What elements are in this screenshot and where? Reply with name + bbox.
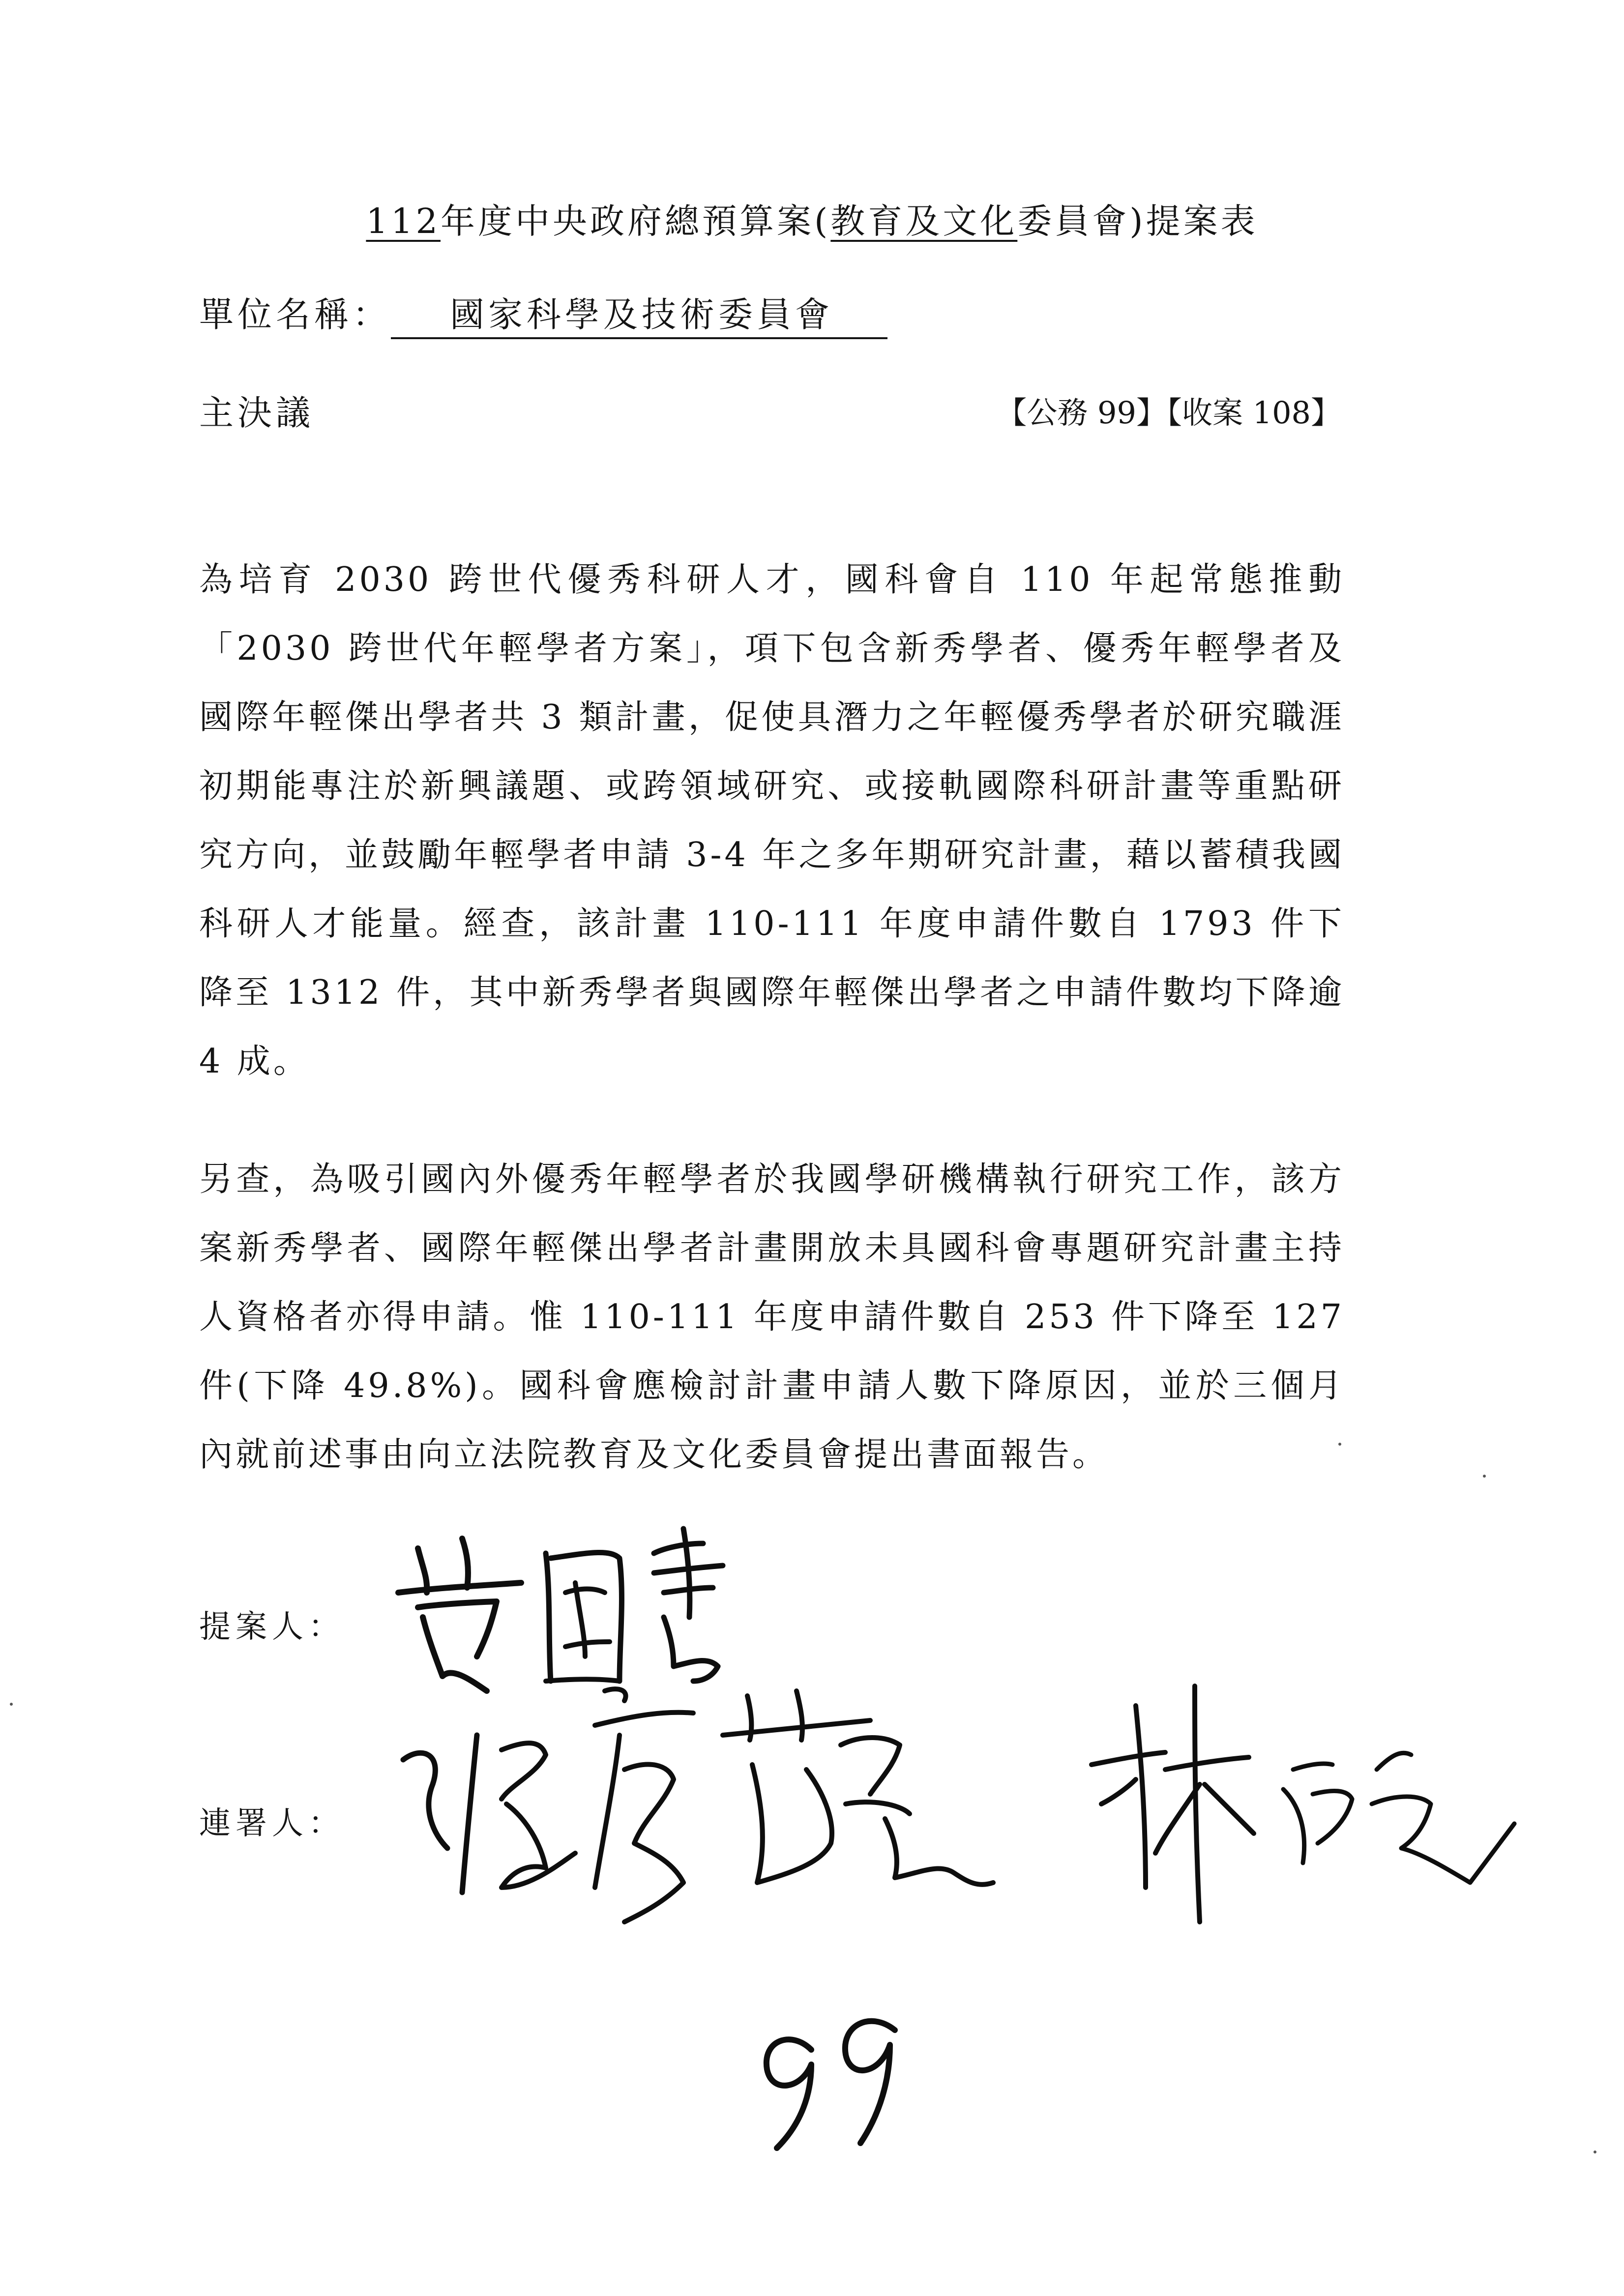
body-paragraph-1: 為培育 2030 跨世代優秀科研人才，國科會自 110 年起常態推動「2030 跨世代年輕學者方案」，項下包含新秀學者、優秀年輕學者及國際年輕傑出學者共 3 類計畫，促使具潛力之年輕優秀學者於研究職涯初期能專注於新興議題、或跨領域研究、或接軌國際科研計畫等重點研究方向，並鼓勵年輕學者申請 3-4 年之多年期研究計畫，藉以蓄積我國科研人才能量。經查，該計畫 110-111 年度申請件數自 1793 件下降至 1312 件，其中新秀學者與國際年輕傑出學者之申請件數均下降逾 4 成。 (199, 560, 1345, 1081)
proposer-label: 提案人： (199, 1609, 345, 1645)
document-title (0, 197, 1624, 246)
unit-label: 單位名稱： (199, 294, 391, 335)
scan-speck (1483, 1475, 1486, 1478)
cosigner-signatures-image (388, 1657, 1514, 1942)
body-paragraph-2: 另查，為吸引國內外優秀年輕學者於我國學研機構執行研究工作，該方案新秀學者、國際年輕傑出學者計畫開放未具國科會專題研究計畫主持人資格者亦得申請。惟 110-111 年度申請件數自 253 件下降至 127 件(下降 49.8%)。國科會應檢討計畫申請人數下降原因，並於三個月內就前述事由向立法院教育及文化委員會提出書面報告。 (199, 1160, 1345, 1474)
unit-row (199, 290, 887, 339)
resolution-label: 主決議 (199, 393, 314, 433)
title-part-a: 年度中央政府總預算案( (440, 201, 831, 241)
handwritten-page-number-image (752, 2010, 929, 2158)
reference-numbers: 【公務 99】【收案 108】 (996, 395, 1341, 431)
cosigner-label: 連署人： (199, 1805, 345, 1842)
scan-speck (1338, 1443, 1341, 1446)
scan-speck (1594, 2151, 1596, 2153)
title-part-b: 委員會)提案表 (1017, 201, 1258, 241)
title-year: 112 (366, 201, 441, 241)
scan-speck (10, 1703, 13, 1706)
unit-name: 國家科學及技術委員會 (391, 292, 887, 339)
title-committee: 教育及文化 (830, 201, 1018, 241)
